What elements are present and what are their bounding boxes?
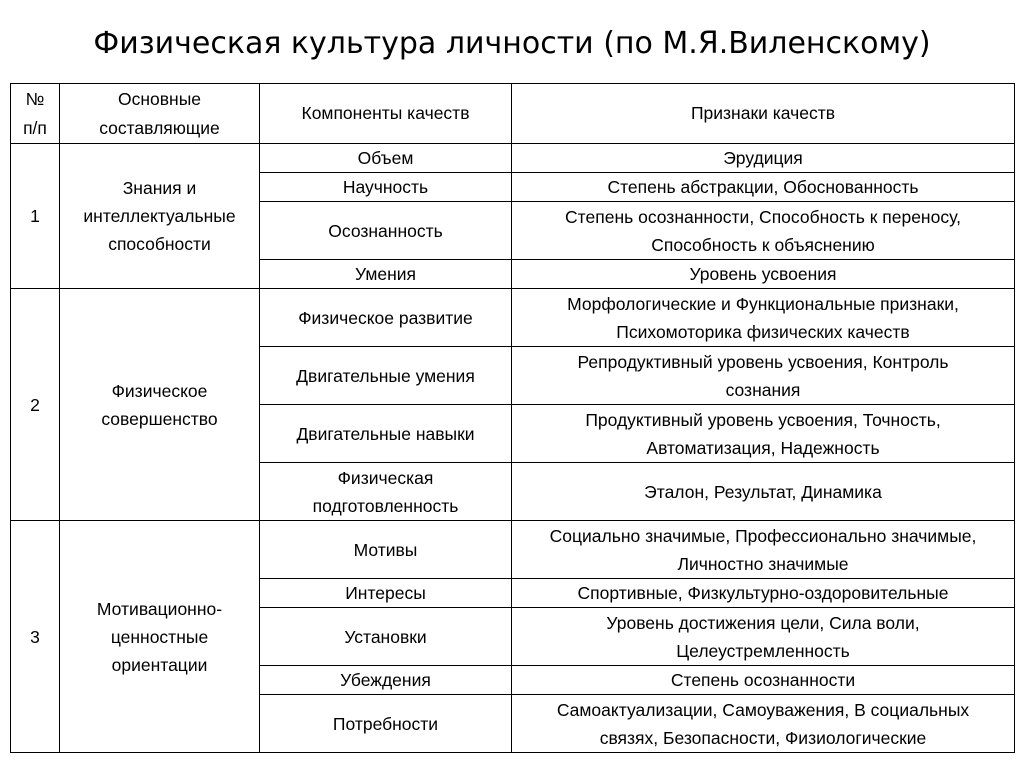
header-qualities: Компоненты качеств [260,84,512,144]
quality-signs [512,521,1015,579]
quality-component-line: Объем [357,148,414,168]
header-num-line: № [25,88,45,109]
group-name-line: Знания и [122,178,197,198]
quality-signs-line: Степень осознанности, Способность к переносу, [565,206,961,227]
quality-component [260,260,512,289]
quality-component [260,202,512,260]
quality-signs-line: Уровень усвоения [689,264,837,284]
quality-signs-line: сознания [725,379,801,400]
quality-signs-line: Продуктивный уровень усвоения, Точность, [585,409,941,430]
header-components-line: составляющие [99,117,220,138]
table-body [11,144,1015,753]
header-components-line: Основные [117,88,202,109]
quality-component [260,521,512,579]
quality-component-line: Физическая [337,467,434,488]
group-name-line: совершенство [101,408,218,429]
quality-component [260,666,512,695]
quality-signs-line: Степень осознанности [670,670,856,690]
quality-signs [512,202,1015,260]
quality-signs [512,289,1015,347]
header-num [11,84,60,144]
group-name-line: ориентации [111,654,208,675]
quality-signs-line: Целеустремленность [676,640,850,661]
quality-component-line: Физическое развитие [298,307,473,328]
page-title: Физическая культура личности (по М.Я.Виленскому) [93,26,931,61]
group-name-line: Физическое [111,380,208,401]
quality-component [260,579,512,608]
table-row [11,144,1015,173]
quality-component [260,608,512,666]
group-name [60,289,260,521]
quality-signs-line: Социально значимые, Профессионально значимые, [549,525,977,546]
quality-signs-line: Эрудиция [723,148,803,168]
quality-component [260,347,512,405]
quality-component [260,289,512,347]
quality-signs [512,463,1015,521]
quality-signs-line: Способность к объяснению [651,234,875,255]
group-name [60,521,260,753]
header-num-line: п/п [23,117,47,138]
table-row [11,289,1015,347]
quality-signs [512,579,1015,608]
header-components [60,84,260,144]
quality-component-line: Интересы [345,583,426,603]
quality-signs-line: Эталон, Результат, Динамика [644,481,882,502]
quality-signs-line: Репродуктивный уровень усвоения, Контроль [577,351,949,372]
quality-signs [512,405,1015,463]
quality-component-line: Двигательные навыки [296,423,475,444]
qualities-table [10,83,1015,753]
quality-component [260,405,512,463]
quality-signs-line: Автоматизация, Надежность [646,437,880,458]
quality-signs [512,666,1015,695]
table-header-row [11,84,1015,144]
quality-component-line: Научность [342,177,429,197]
quality-signs-line: Спортивные, Физкультурно-оздоровительные [577,583,949,603]
group-name-line: Мотивационно- [96,598,223,619]
quality-signs-line: Самоактуализации, Самоуважения, В социальных [556,699,970,720]
group-name-line: интеллектуальные [83,206,236,226]
group-name-line: способности [108,234,211,254]
quality-component [260,173,512,202]
quality-signs-line: Морфологические и Функциональные признаки, [567,293,959,314]
quality-component-line: Осознанность [328,220,443,241]
quality-signs-line: Психомоторика физических качеств [616,321,910,342]
quality-signs-line: Степень абстракции, Обоснованность [607,177,919,197]
quality-signs [512,608,1015,666]
quality-component-line: Мотивы [353,539,418,560]
quality-component [260,144,512,173]
quality-component-line: Потребности [332,713,439,734]
quality-component [260,463,512,521]
quality-signs-line: Уровень достижения цели, Сила воли, [606,612,920,633]
group-name [60,144,260,289]
quality-component-line: Умения [354,264,416,284]
group-number: 3 [11,521,60,753]
quality-signs-line: связях, Безопасности, Физиологические [599,727,927,748]
group-number: 2 [11,289,60,521]
quality-signs [512,347,1015,405]
group-name-line: ценностные [110,626,209,647]
group-number: 1 [11,144,60,289]
quality-component-line: Убеждения [340,670,431,690]
quality-component-line: Двигательные умения [296,365,475,386]
quality-signs-line: Личностно значимые [677,553,849,574]
quality-signs [512,260,1015,289]
quality-component [260,695,512,753]
quality-component-line: подготовленность [312,495,459,516]
table-row [11,521,1015,579]
quality-signs [512,695,1015,753]
quality-signs [512,144,1015,173]
header-signs: Признаки качеств [512,84,1015,144]
quality-signs [512,173,1015,202]
quality-component-line: Установки [344,626,427,647]
